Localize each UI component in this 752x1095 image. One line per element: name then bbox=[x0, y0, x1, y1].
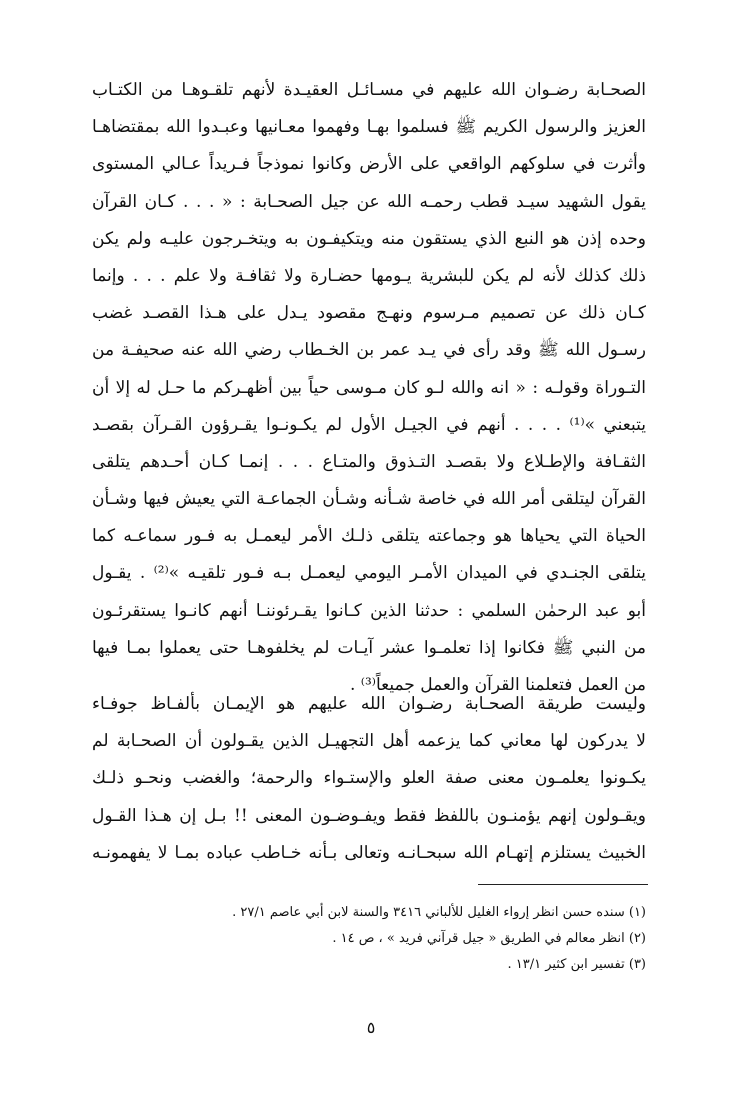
text-line: يقول الشهيد سيـد قطب رحمـه الله عن جيل الصحـابة : « . . . كـان القرآن bbox=[92, 191, 646, 212]
text-line: التـوراة وقولـه : « انه والله لـو كان مـوسى حياً بين أظهـركم ما حـل له إلا أن bbox=[92, 377, 646, 398]
text-line: وأثرت في سلوكهم الواقعي على الأرض وكانوا نموذجاً فـريداً عـالي المستوى bbox=[92, 154, 646, 175]
footnotes bbox=[92, 900, 646, 978]
text-line: الصحـابة رضـوان الله عليهم في مسـائـل العقيـدة لأنهم تلقـوهـا من الكتـاب bbox=[92, 80, 646, 100]
text-line: يتلقى الجنـدي في الميدان الأمـر اليومي ليعمـل بـه فـور تلقيـه »⁽²⁾ . يقـول bbox=[92, 563, 646, 584]
text-line: وليست طريقة الصحـابة رضـوان الله عليهم هو الإيمـان بألفـاظ جوفـاء bbox=[92, 694, 646, 714]
page-number: ٥ bbox=[366, 1018, 376, 1037]
text-line: أبو عبد الرحمٰن السلمي : حدثنا الذين كـانوا يقـرئوننـا أنهم كانـوا يستقرئـون bbox=[92, 600, 646, 621]
footnote: (٣) تفسير ابن كثير ١٣/١ . bbox=[507, 957, 646, 972]
paragraph-2 bbox=[92, 686, 646, 872]
text-line: الخبيث يستلزم إتهـام الله سبحـانـه وتعالى بـأنه خـاطب عباده بمـا لا يفهمونـه bbox=[92, 842, 646, 863]
text-line: العزيز والرسول الكريم ﷺ فسلموا بهـا وفهموا معـانيها وعبـدوا الله بمقتضاهـا bbox=[92, 117, 646, 138]
text-line: الحياة التي يحياها هو وجماعته يتلقى ذلـك الأمر ليعمـل به فـور سماعـه كما bbox=[92, 526, 646, 547]
text-line: يتبعني »⁽¹⁾ . . . . أنهم في الجيـل الأول لم يكـونـوا يقـرؤون القـرآن بقصـد bbox=[92, 414, 646, 435]
text-line: يكـونوا يعلمـون معنى صفة العلو والإستـواء والرحمة؛ والغضب ونحـو ذلـك bbox=[92, 768, 646, 789]
text-line: من النبي ﷺ فكانوا إذا تعلمـوا عشر آيـات لم يخلفوهـا حتى يعملوا بمـا فيها bbox=[92, 637, 646, 658]
text-line: من العمل فتعلمنا القرآن والعمل جميعاً⁽³⁾ . bbox=[349, 675, 646, 695]
text-line: الثقـافة والإطـلاع ولا بقصـد التـذوق والمتـاع . . . إنمـا كـان أحـدهم يتلقى bbox=[92, 451, 646, 472]
text-line: ويقـولون إنهم يؤمنـون باللفظ فقط ويفـوضـون المعنى !! بـل إن هـذا القـول bbox=[92, 805, 646, 826]
paragraph-1 bbox=[92, 72, 646, 704]
text-line: ذلك كذلك لأنه لم يكن للبشرية يـومها حضـارة ولا ثقافـة ولا علم . . . وإنما bbox=[92, 265, 646, 286]
text-line: القرآن ليتلقى أمر الله في خاصة شـأنه وشـأن الجماعـة التي يعيش فيها وشـأن bbox=[92, 489, 646, 510]
text-line: كـان ذلك عن تصميم مـرسوم ونهـج مقصود يـدل على هـذا القصـد غضب bbox=[92, 303, 646, 324]
footnote-divider bbox=[478, 884, 648, 885]
footnote: (١) سنده حسن انظر إرواء الغليل للألباني ٣٤١٦ والسنة لابن أبي عاصم ٢٧/١ . bbox=[232, 905, 646, 920]
text-line: رسـول الله ﷺ وقد رأى في يـد عمر بن الخـطاب رضي الله عنه صحيفـة من bbox=[92, 340, 646, 361]
text-line: وحده إذن هو النبع الذي يستقون منه ويتكيفـون به ويتخـرجون عليـه ولم يكن bbox=[92, 228, 646, 249]
footnote: (٢) انظر معالم في الطريق « جيل قرآني فريد » ، ص ١٤ . bbox=[332, 931, 646, 946]
text-line: لا يدركون لها معاني كما يزعمه أهل التجهيـل الذين يقـولون أن الصحـابة لم bbox=[92, 731, 646, 752]
